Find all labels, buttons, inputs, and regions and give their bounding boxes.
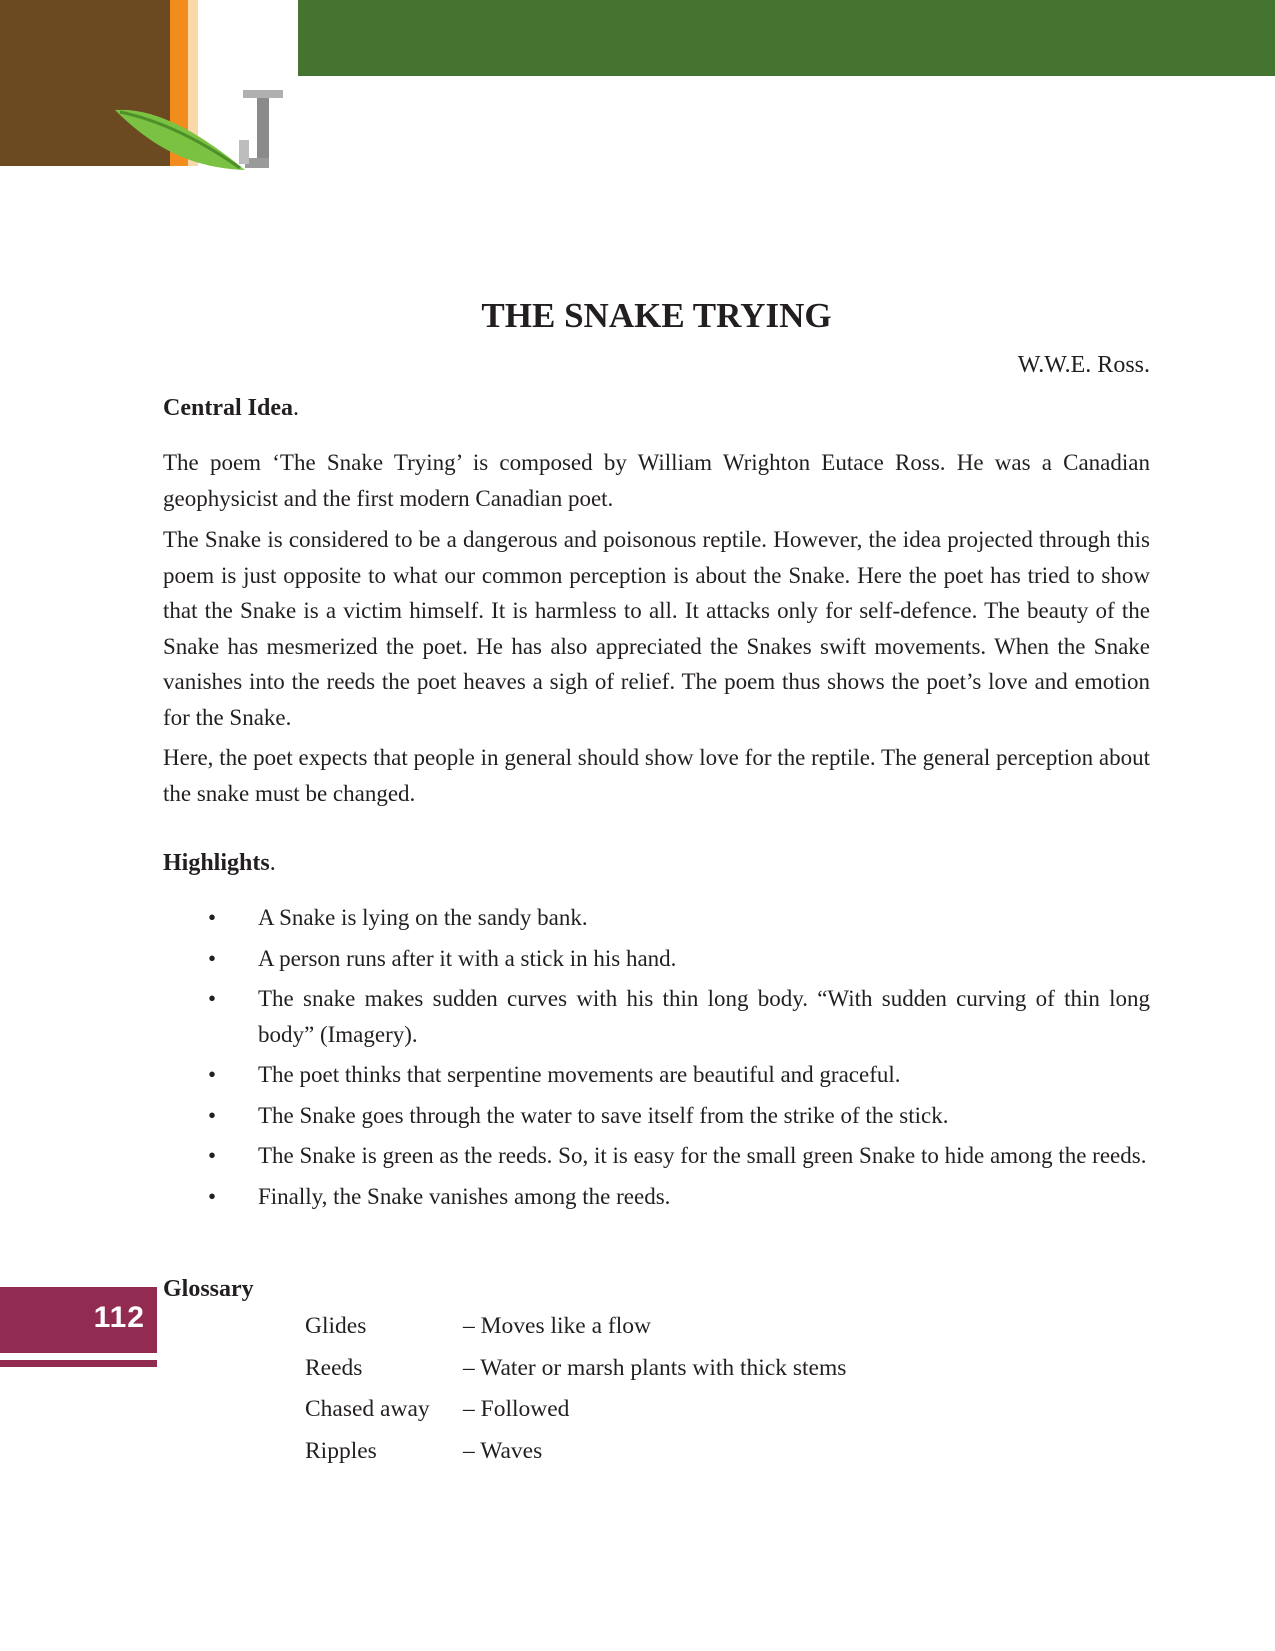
list-item <box>163 900 1150 936</box>
list-item-text: A Snake is lying on the sandy bank. <box>258 905 588 930</box>
glossary-term: Reeds <box>305 1354 363 1381</box>
central-idea-heading-text: Central Idea <box>163 395 293 421</box>
glossary-heading: Glossary <box>163 1276 254 1302</box>
bullet-icon: • <box>208 905 217 930</box>
glossary-term: Glides <box>305 1313 367 1339</box>
highlights-list <box>163 900 1150 1219</box>
central-idea-heading: Central Idea. <box>163 395 299 421</box>
page-number: 112 <box>93 1301 145 1334</box>
list-item-text: The snake makes sudden curves with his thin long body. “With sudden curving of thin long body” (Imagery). <box>258 986 1150 1047</box>
glossary-table <box>305 1313 846 1479</box>
list-item <box>163 981 1150 1052</box>
glossary-row <box>305 1355 846 1397</box>
list-item <box>163 1138 1150 1174</box>
highlights-heading-text: Highlights <box>163 850 270 876</box>
page-number-tab <box>0 1287 157 1353</box>
list-item-text: The poet thinks that serpentine movements are beautiful and graceful. <box>258 1062 901 1087</box>
grey-figure-decoration-icon <box>235 80 287 176</box>
glossary-meaning: – Followed <box>463 1396 570 1422</box>
page-tab-underline <box>0 1360 157 1367</box>
list-item <box>163 941 1150 977</box>
list-item <box>163 1098 1150 1134</box>
glossary-meaning: – Water or marsh plants with thick stems <box>463 1354 847 1381</box>
central-idea-paragraph-2: The Snake is considered to be a dangerous and poisonous reptile. However, the idea projected through this poem is just opposite to what our common perception is about the Snake. Here the poet has tried to show that the Snake is a victim himself. It is harmless to all. It attacks only for self-defence. The beauty of the Snake has mesmerized the poet. He has also appreciated the Snakes swift movements. When the Snake vanishes into the reeds the poet heaves a sigh of relief. The poem thus shows the poet’s love and emotion for the Snake. <box>163 527 1150 730</box>
bullet-icon: • <box>208 1102 217 1128</box>
glossary-row <box>305 1396 846 1438</box>
list-item-text: The Snake goes through the water to save itself from the strike of the stick. <box>258 1102 949 1128</box>
bullet-icon: • <box>208 1062 217 1087</box>
highlights-heading: Highlights. <box>163 850 276 876</box>
list-item <box>163 1057 1150 1093</box>
glossary-row <box>305 1313 846 1355</box>
list-item <box>163 1179 1150 1215</box>
glossary-term: Ripples <box>305 1437 377 1464</box>
glossary-meaning: – Waves <box>463 1437 543 1464</box>
bullet-icon: • <box>208 1143 217 1168</box>
glossary-meaning: – Moves like a flow <box>463 1313 651 1339</box>
central-idea-paragraph-3: Here, the poet expects that people in general should show love for the reptile. The general perception about the snake must be changed. <box>163 745 1150 806</box>
list-item-text: A person runs after it with a stick in his hand. <box>258 945 677 971</box>
leaf-decoration-icon <box>110 100 250 175</box>
author-name: W.W.E. Ross. <box>1017 352 1150 378</box>
bullet-icon: • <box>208 986 217 1011</box>
glossary-term: Chased away <box>305 1396 430 1422</box>
glossary-row <box>305 1438 846 1480</box>
bullet-icon: • <box>208 945 217 971</box>
list-item-text: Finally, the Snake vanishes among the reeds. <box>258 1183 671 1209</box>
header-green-bar <box>298 0 1275 76</box>
list-item-text: The Snake is green as the reeds. So, it is easy for the small green Snake to hide among the reeds. <box>258 1143 1147 1168</box>
central-idea-paragraph-1: The poem ‘The Snake Trying’ is composed by William Wrighton Eutace Ross. He was a Canadian geophysicist and the first modern Canadian poet. <box>163 450 1150 511</box>
page-title: THE SNAKE TRYING <box>481 296 832 335</box>
bullet-icon: • <box>208 1183 217 1209</box>
